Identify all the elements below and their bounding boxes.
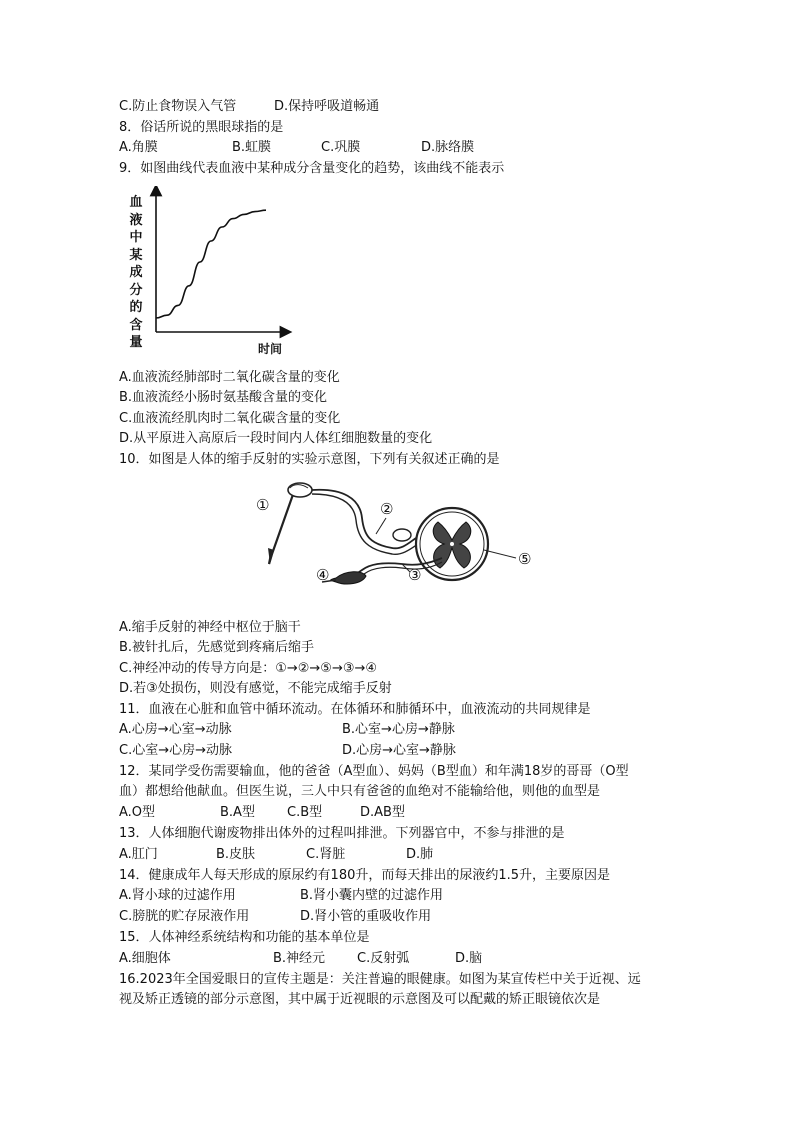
- label-2: ②: [380, 500, 394, 518]
- y-label-char: 成: [129, 265, 143, 280]
- q12-stem-line1: 12．某同学受伤需要输血，他的爸爸（A型血）、妈妈（B型血）和年满18岁的哥哥（O型: [119, 764, 629, 779]
- q13-option-c: C.肾脏: [306, 847, 346, 862]
- q13-stem: 13．人体细胞代谢废物排出体外的过程叫排泄。下列器官中，不参与排泄的是: [119, 826, 565, 841]
- reflex-arc-svg: [252, 478, 552, 602]
- q14-option-a: A.肾小球的过滤作用: [119, 888, 236, 903]
- q16-stem-line1: 16.2023年全国爱眼日的宣传主题是：关注普遍的眼健康。如图为某宣传栏中关于近视、远: [119, 972, 641, 987]
- y-label-char: 含: [129, 317, 143, 333]
- q15-option-c: C.反射弧: [357, 951, 410, 966]
- ganglion: [393, 529, 411, 541]
- q10-stem: 10．如图是人体的缩手反射的实验示意图，下列有关叙述正确的是: [119, 452, 500, 467]
- q8-option-d: D.脉络膜: [421, 140, 475, 155]
- q15-option-d: D.脑: [455, 951, 483, 966]
- q10-option-c: C.神经冲动的传导方向是：①→②→⑤→③→④: [119, 661, 378, 676]
- label-1: ①: [256, 496, 270, 514]
- y-label-char: 血: [129, 195, 143, 210]
- q9-series-line: [156, 210, 266, 318]
- q11-stem: 11．血液在心脏和血管中循环流动。在体循环和肺循环中，血液流动的共同规律是: [119, 702, 591, 717]
- q13-option-b: B.皮肤: [216, 847, 256, 862]
- q10-option-b: B.被针扎后，先感觉到疼痛后缩手: [119, 640, 315, 655]
- q12-option-c: C.B型: [287, 805, 323, 820]
- q8-option-b: B.虹膜: [232, 140, 272, 155]
- q11-option-a: A.心房→心室→动脉: [119, 722, 232, 737]
- q7-option-d: D.保持呼吸道畅通: [274, 99, 380, 114]
- reflex-arc-diagram: [252, 478, 552, 602]
- y-label-char: 的: [129, 300, 143, 315]
- q10-option-d: D.若③处损伤，则没有感觉，不能完成缩手反射: [119, 681, 392, 696]
- q11-option-b: B.心室→心房→静脉: [342, 722, 455, 737]
- q14-stem: 14．健康成年人每天形成的原尿约有180升，而每天排出的尿液约1.5升，主要原因是: [119, 868, 611, 883]
- q16-stem-line2: 视及矫正透镜的部分示意图，其中属于近视眼的示意图及可以配戴的矫正眼镜依次是: [119, 992, 601, 1007]
- y-label-char: 中: [129, 230, 143, 245]
- q13-option-d: D.肺: [406, 847, 434, 862]
- label-5: ⑤: [518, 550, 532, 568]
- q12-option-a: A.O型: [119, 805, 156, 820]
- q9-option-a: A.血液流经肺部时二氧化碳含量的变化: [119, 370, 340, 385]
- q11-option-c: C.心室→心房→动脉: [119, 743, 232, 758]
- y-label-char: 液: [129, 212, 143, 228]
- q11-option-d: D.心房→心室→静脉: [342, 743, 456, 758]
- q14-option-b: B.肾小囊内壁的过滤作用: [300, 888, 444, 903]
- q9-x-axis-label: 时间: [258, 342, 283, 356]
- y-label-char: 量: [129, 335, 143, 350]
- q9-chart-svg: [120, 186, 300, 360]
- q13-option-a: A.肛门: [119, 847, 158, 862]
- q10-option-a: A.缩手反射的神经中枢位于脑干: [119, 620, 301, 635]
- q9-option-d: D.从平原进入高原后一段时间内人体红细胞数量的变化: [119, 431, 433, 446]
- q8-stem: 8．俗话所说的黑眼球指的是: [119, 120, 284, 135]
- q8-option-a: A.角膜: [119, 140, 158, 155]
- y-label-char: 分: [129, 282, 143, 298]
- q12-stem-line2: 血）都想给他献血。但医生说，三人中只有爸爸的血绝对不能输给他，则他的血型是: [119, 784, 601, 799]
- q9-line-chart: [120, 186, 300, 360]
- label-3: ③: [408, 566, 422, 584]
- q7-option-c: C.防止食物误入气管: [119, 99, 237, 114]
- q9-option-b: B.血液流经小肠时氨基酸含量的变化: [119, 390, 328, 405]
- q14-option-c: C.膀胱的贮存尿液作用: [119, 909, 250, 924]
- q8-option-c: C.巩膜: [321, 140, 361, 155]
- q15-stem: 15．人体神经系统结构和功能的基本单位是: [119, 930, 370, 945]
- q9-stem: 9．如图曲线代表血液中某种成分含量变化的趋势，该曲线不能表示: [119, 161, 505, 176]
- q12-option-b: B.A型: [220, 805, 255, 820]
- q9-option-c: C.血液流经肌肉时二氧化碳含量的变化: [119, 411, 341, 426]
- q14-option-d: D.肾小管的重吸收作用: [300, 909, 432, 924]
- y-label-char: 某: [129, 247, 143, 263]
- effector-muscle: [331, 572, 366, 584]
- q12-option-d: D.AB型: [360, 805, 405, 820]
- q15-option-b: B.神经元: [273, 951, 326, 966]
- q15-option-a: A.细胞体: [119, 951, 171, 966]
- label-4: ④: [316, 566, 330, 584]
